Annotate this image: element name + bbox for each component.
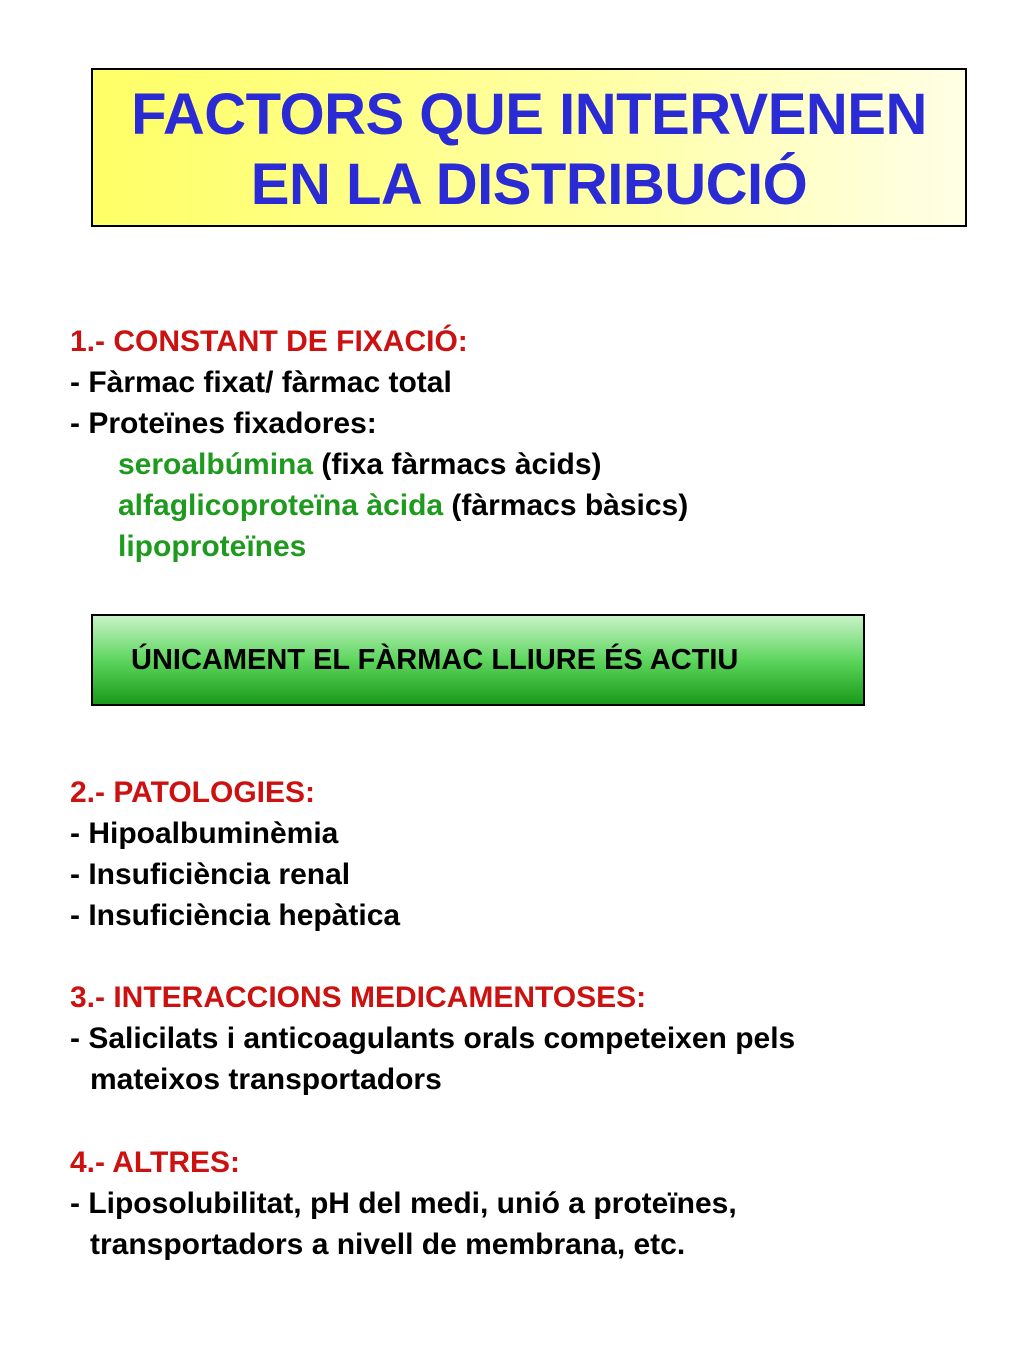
section-2-item: - Insuficiència hepàtica bbox=[70, 899, 401, 932]
section-3-heading: 3.- INTERACCIONS MEDICAMENTOSES: bbox=[70, 981, 647, 1014]
title-box bbox=[91, 68, 967, 227]
section-4-line-2: transportadors a nivell de membrana, etc. bbox=[90, 1228, 686, 1261]
section-2-heading: 2.- PATOLOGIES: bbox=[70, 776, 316, 809]
section-altres bbox=[70, 1142, 737, 1265]
title-line-2: EN LA DISTRIBUCIÓ bbox=[250, 152, 808, 217]
section-3-line-1: - Salicilats i anticoagulants orals competeixen pels bbox=[70, 1022, 796, 1055]
protein-name: alfaglicoproteïna àcida bbox=[118, 489, 444, 522]
section-patologies bbox=[70, 772, 400, 936]
section-interaccions bbox=[70, 977, 795, 1100]
protein-name: lipoproteïnes bbox=[118, 530, 307, 563]
protein-note: (fixa fàrmacs àcids) bbox=[313, 448, 602, 481]
section-1-item-2: - Proteïnes fixadores: bbox=[70, 407, 377, 440]
title-line-1: FACTORS QUE INTERVENEN bbox=[131, 82, 927, 147]
section-4-heading: 4.- ALTRES: bbox=[70, 1146, 240, 1179]
highlight-text: ÚNICAMENT EL FÀRMAC LLIURE ÉS ACTIU bbox=[131, 644, 739, 676]
section-4-line-1: - Liposolubilitat, pH del medi, unió a proteïnes, bbox=[70, 1187, 737, 1220]
section-1-item-1: - Fàrmac fixat/ fàrmac total bbox=[70, 366, 452, 399]
section-constant-fixacio bbox=[70, 321, 688, 567]
protein-item bbox=[70, 526, 688, 567]
section-2-item: - Hipoalbuminèmia bbox=[70, 817, 339, 850]
protein-name: seroalbúmina bbox=[118, 448, 314, 481]
section-3-line-2: mateixos transportadors bbox=[90, 1063, 442, 1096]
protein-item bbox=[70, 485, 688, 526]
protein-note: (fàrmacs bàsics) bbox=[443, 489, 689, 522]
protein-item bbox=[70, 444, 688, 485]
section-1-heading: 1.- CONSTANT DE FIXACIÓ: bbox=[70, 325, 468, 358]
section-2-item: - Insuficiència renal bbox=[70, 858, 351, 891]
highlight-box bbox=[91, 614, 865, 706]
